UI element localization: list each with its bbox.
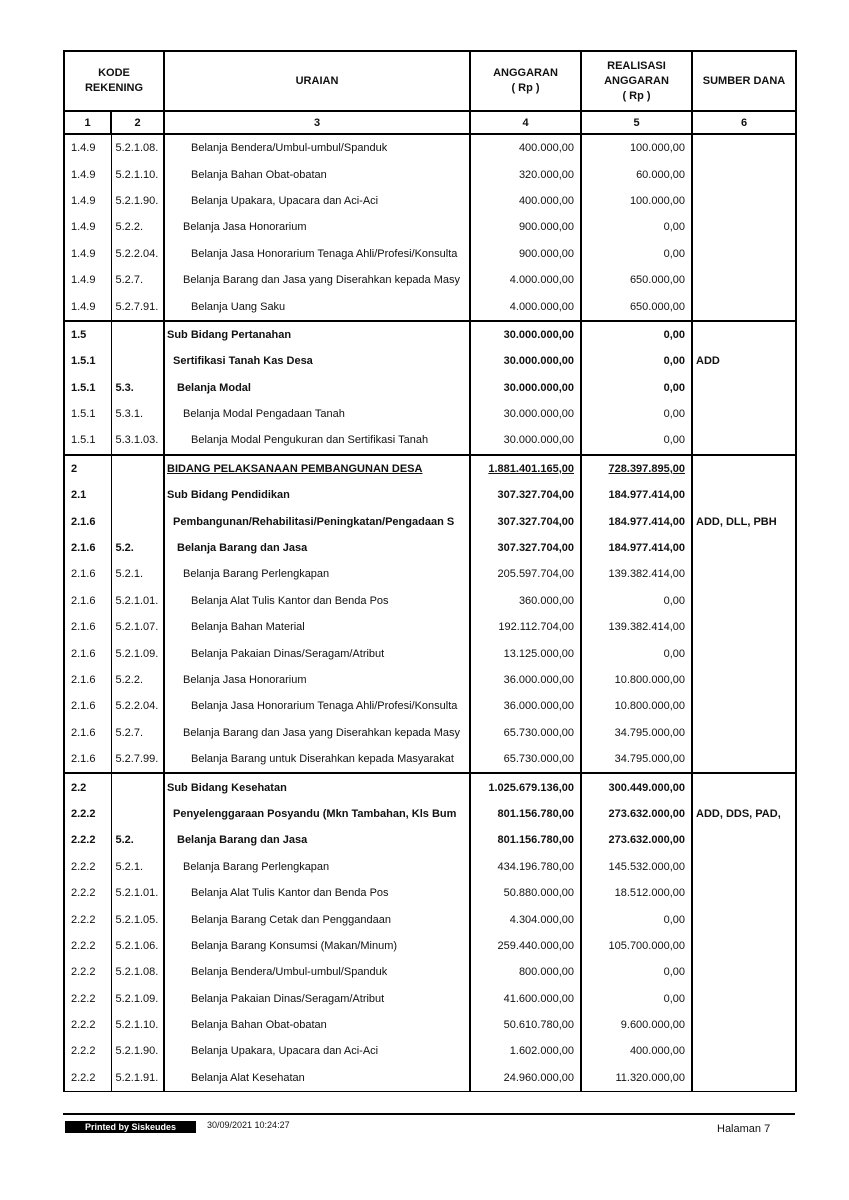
sumber-dana-cell: ADD, DDS, PAD, bbox=[692, 801, 796, 827]
uraian-cell: Belanja Alat Kesehatan bbox=[164, 1065, 470, 1092]
kode-bidang-cell: 1.5.1 bbox=[64, 401, 111, 427]
anggaran-cell: 13.125.000,00 bbox=[470, 640, 581, 666]
anggaran-cell: 30.000.000,00 bbox=[470, 427, 581, 454]
kode-rekening-cell: 5.2.1.90. bbox=[111, 188, 164, 214]
table-row bbox=[64, 427, 796, 454]
uraian-cell: Belanja Jasa Honorarium bbox=[164, 214, 470, 240]
sumber-dana-cell bbox=[692, 588, 796, 614]
uraian-cell: Belanja Alat Tulis Kantor dan Benda Pos bbox=[164, 880, 470, 906]
table-row bbox=[64, 401, 796, 427]
sumber-dana-cell: ADD, DLL, PBH bbox=[692, 508, 796, 534]
uraian-cell: Belanja Upakara, Upacara dan Aci-Aci bbox=[164, 1038, 470, 1064]
realisasi-cell: 11.320.000,00 bbox=[581, 1065, 692, 1092]
anggaran-cell: 307.327.704,00 bbox=[470, 535, 581, 561]
uraian-cell: Belanja Barang dan Jasa bbox=[164, 535, 470, 561]
kode-rekening-cell: 5.2.1.01. bbox=[111, 880, 164, 906]
sumber-dana-cell bbox=[692, 667, 796, 693]
kode-bidang-cell: 1.5.1 bbox=[64, 348, 111, 374]
realisasi-cell: 650.000,00 bbox=[581, 293, 692, 320]
kode-rekening-cell: 5.2. bbox=[111, 535, 164, 561]
header-kode-rekening: KODE REKENING bbox=[64, 51, 164, 111]
kode-bidang-cell: 2.2.2 bbox=[64, 854, 111, 880]
realisasi-cell: 100.000,00 bbox=[581, 188, 692, 214]
realisasi-cell: 184.977.414,00 bbox=[581, 508, 692, 534]
realisasi-cell: 0,00 bbox=[581, 588, 692, 614]
kode-bidang-cell: 1.4.9 bbox=[64, 134, 111, 161]
anggaran-cell: 800.000,00 bbox=[470, 959, 581, 985]
print-timestamp: 30/09/2021 10:24:27 bbox=[207, 1120, 290, 1130]
realisasi-cell: 273.632.000,00 bbox=[581, 827, 692, 853]
kode-bidang-cell: 2 bbox=[64, 455, 111, 482]
anggaran-cell: 307.327.704,00 bbox=[470, 482, 581, 508]
kode-bidang-cell: 1.5.1 bbox=[64, 375, 111, 401]
kode-bidang-cell: 2.2.2 bbox=[64, 959, 111, 985]
realisasi-cell: 139.382.414,00 bbox=[581, 561, 692, 587]
column-number-row bbox=[64, 111, 796, 134]
table-row bbox=[64, 640, 796, 666]
realisasi-cell: 184.977.414,00 bbox=[581, 482, 692, 508]
anggaran-cell: 4.304.000,00 bbox=[470, 906, 581, 932]
table-row bbox=[64, 267, 796, 293]
anggaran-cell: 192.112.704,00 bbox=[470, 614, 581, 640]
table-row bbox=[64, 1065, 796, 1092]
table-row bbox=[64, 693, 796, 719]
sumber-dana-cell bbox=[692, 773, 796, 800]
anggaran-cell: 307.327.704,00 bbox=[470, 508, 581, 534]
uraian-cell: Belanja Bahan Obat-obatan bbox=[164, 161, 470, 187]
kode-rekening-cell bbox=[111, 801, 164, 827]
uraian-cell: Belanja Pakaian Dinas/Seragam/Atribut bbox=[164, 986, 470, 1012]
sumber-dana-cell bbox=[692, 1065, 796, 1092]
realisasi-cell: 0,00 bbox=[581, 427, 692, 454]
anggaran-cell: 36.000.000,00 bbox=[470, 667, 581, 693]
kode-rekening-cell: 5.3. bbox=[111, 375, 164, 401]
uraian-cell: Belanja Bahan Material bbox=[164, 614, 470, 640]
kode-rekening-cell: 5.2.1. bbox=[111, 854, 164, 880]
report-sheet bbox=[63, 50, 795, 1092]
uraian-cell: Belanja Alat Tulis Kantor dan Benda Pos bbox=[164, 588, 470, 614]
kode-bidang-cell: 2.2.2 bbox=[64, 880, 111, 906]
kode-rekening-cell: 5.2.2.04. bbox=[111, 241, 164, 267]
col-number: 5 bbox=[581, 111, 692, 134]
col-number: 6 bbox=[692, 111, 796, 134]
kode-bidang-cell: 2.2.2 bbox=[64, 801, 111, 827]
anggaran-cell: 50.610.780,00 bbox=[470, 1012, 581, 1038]
header-sumber-dana: SUMBER DANA bbox=[692, 51, 796, 111]
uraian-cell: Belanja Pakaian Dinas/Seragam/Atribut bbox=[164, 640, 470, 666]
realisasi-cell: 728.397.895,00 bbox=[581, 455, 692, 482]
realisasi-cell: 34.795.000,00 bbox=[581, 746, 692, 773]
realisasi-cell: 60.000,00 bbox=[581, 161, 692, 187]
uraian-cell: Belanja Barang Konsumsi (Makan/Minum) bbox=[164, 933, 470, 959]
realisasi-cell: 0,00 bbox=[581, 375, 692, 401]
uraian-cell: Sub Bidang Pertanahan bbox=[164, 321, 470, 348]
kode-bidang-cell: 1.4.9 bbox=[64, 188, 111, 214]
table-row bbox=[64, 1012, 796, 1038]
header-anggaran: ANGGARAN ( Rp ) bbox=[470, 51, 581, 111]
kode-bidang-cell: 1.5.1 bbox=[64, 427, 111, 454]
realisasi-cell: 650.000,00 bbox=[581, 267, 692, 293]
uraian-cell: Belanja Upakara, Upacara dan Aci-Aci bbox=[164, 188, 470, 214]
kode-bidang-cell: 1.4.9 bbox=[64, 161, 111, 187]
uraian-cell: Sub Bidang Pendidikan bbox=[164, 482, 470, 508]
kode-bidang-cell: 2.1.6 bbox=[64, 667, 111, 693]
sumber-dana-cell bbox=[692, 427, 796, 454]
kode-rekening-cell: 5.2.1.07. bbox=[111, 614, 164, 640]
realisasi-cell: 0,00 bbox=[581, 321, 692, 348]
sumber-dana-cell bbox=[692, 321, 796, 348]
realisasi-cell: 10.800.000,00 bbox=[581, 693, 692, 719]
sumber-dana-cell bbox=[692, 933, 796, 959]
uraian-cell: Belanja Jasa Honorarium Tenaga Ahli/Profesi/Konsulta bbox=[164, 241, 470, 267]
realisasi-cell: 184.977.414,00 bbox=[581, 535, 692, 561]
uraian-cell: Belanja Barang Cetak dan Penggandaan bbox=[164, 906, 470, 932]
kode-bidang-cell: 1.4.9 bbox=[64, 267, 111, 293]
table-row bbox=[64, 134, 796, 161]
sumber-dana-cell bbox=[692, 482, 796, 508]
uraian-cell: Belanja Barang dan Jasa bbox=[164, 827, 470, 853]
anggaran-cell: 65.730.000,00 bbox=[470, 720, 581, 746]
kode-bidang-cell: 2.2.2 bbox=[64, 906, 111, 932]
kode-bidang-cell: 2.1.6 bbox=[64, 508, 111, 534]
anggaran-cell: 30.000.000,00 bbox=[470, 401, 581, 427]
kode-bidang-cell: 2.1.6 bbox=[64, 535, 111, 561]
table-row bbox=[64, 455, 796, 482]
anggaran-cell: 900.000,00 bbox=[470, 214, 581, 240]
kode-rekening-cell: 5.3.1. bbox=[111, 401, 164, 427]
footer-divider bbox=[63, 1113, 795, 1115]
kode-bidang-cell: 1.4.9 bbox=[64, 293, 111, 320]
kode-bidang-cell: 2.1.6 bbox=[64, 693, 111, 719]
table-row bbox=[64, 482, 796, 508]
realisasi-cell: 0,00 bbox=[581, 214, 692, 240]
col-number: 1 bbox=[64, 111, 111, 134]
anggaran-cell: 50.880.000,00 bbox=[470, 880, 581, 906]
kode-rekening-cell: 5.2.1.10. bbox=[111, 161, 164, 187]
uraian-cell: Belanja Bendera/Umbul-umbul/Spanduk bbox=[164, 959, 470, 985]
kode-bidang-cell: 2.2.2 bbox=[64, 1012, 111, 1038]
sumber-dana-cell bbox=[692, 241, 796, 267]
uraian-cell: Belanja Bahan Obat-obatan bbox=[164, 1012, 470, 1038]
realisasi-cell: 105.700.000,00 bbox=[581, 933, 692, 959]
col-number: 2 bbox=[111, 111, 164, 134]
kode-rekening-cell: 5.2.7.91. bbox=[111, 293, 164, 320]
sumber-dana-cell bbox=[692, 720, 796, 746]
anggaran-cell: 4.000.000,00 bbox=[470, 267, 581, 293]
anggaran-cell: 1.881.401.165,00 bbox=[470, 455, 581, 482]
anggaran-cell: 1.025.679.136,00 bbox=[470, 773, 581, 800]
anggaran-cell: 320.000,00 bbox=[470, 161, 581, 187]
sumber-dana-cell bbox=[692, 854, 796, 880]
sumber-dana-cell bbox=[692, 906, 796, 932]
realisasi-cell: 0,00 bbox=[581, 401, 692, 427]
kode-bidang-cell: 2.1.6 bbox=[64, 588, 111, 614]
uraian-cell: Belanja Barang Perlengkapan bbox=[164, 854, 470, 880]
kode-rekening-cell: 5.2.7.99. bbox=[111, 746, 164, 773]
realisasi-cell: 100.000,00 bbox=[581, 134, 692, 161]
anggaran-cell: 1.602.000,00 bbox=[470, 1038, 581, 1064]
table-row bbox=[64, 321, 796, 348]
uraian-cell: Belanja Bendera/Umbul-umbul/Spanduk bbox=[164, 134, 470, 161]
kode-bidang-cell: 2.1.6 bbox=[64, 640, 111, 666]
uraian-cell: Sub Bidang Kesehatan bbox=[164, 773, 470, 800]
kode-rekening-cell bbox=[111, 773, 164, 800]
sumber-dana-cell bbox=[692, 1012, 796, 1038]
kode-rekening-cell: 5.2.1.90. bbox=[111, 1038, 164, 1064]
uraian-cell: Penyelenggaraan Posyandu (Mkn Tambahan, Kls Bum bbox=[164, 801, 470, 827]
anggaran-cell: 30.000.000,00 bbox=[470, 321, 581, 348]
uraian-cell: Sertifikasi Tanah Kas Desa bbox=[164, 348, 470, 374]
kode-rekening-cell: 5.2.2. bbox=[111, 667, 164, 693]
table-row bbox=[64, 773, 796, 800]
table-row bbox=[64, 959, 796, 985]
table-row bbox=[64, 241, 796, 267]
anggaran-cell: 30.000.000,00 bbox=[470, 375, 581, 401]
sumber-dana-cell bbox=[692, 134, 796, 161]
sumber-dana-cell bbox=[692, 293, 796, 320]
sumber-dana-cell bbox=[692, 640, 796, 666]
table-row bbox=[64, 188, 796, 214]
anggaran-cell: 360.000,00 bbox=[470, 588, 581, 614]
col-number: 4 bbox=[470, 111, 581, 134]
table-row bbox=[64, 827, 796, 853]
table-row bbox=[64, 614, 796, 640]
kode-bidang-cell: 1.4.9 bbox=[64, 214, 111, 240]
sumber-dana-cell bbox=[692, 959, 796, 985]
realisasi-cell: 0,00 bbox=[581, 241, 692, 267]
kode-rekening-cell: 5.2.2. bbox=[111, 214, 164, 240]
uraian-cell: Belanja Jasa Honorarium Tenaga Ahli/Profesi/Konsulta bbox=[164, 693, 470, 719]
sumber-dana-cell bbox=[692, 161, 796, 187]
realisasi-cell: 18.512.000,00 bbox=[581, 880, 692, 906]
sumber-dana-cell bbox=[692, 1038, 796, 1064]
uraian-cell: Belanja Barang untuk Diserahkan kepada Masyarakat bbox=[164, 746, 470, 773]
printed-by-badge: Printed by Siskeudes bbox=[65, 1121, 196, 1133]
table-row bbox=[64, 348, 796, 374]
page-number: Halaman 7 bbox=[717, 1123, 771, 1135]
sumber-dana-cell bbox=[692, 986, 796, 1012]
uraian-cell: BIDANG PELAKSANAAN PEMBANGUNAN DESA bbox=[164, 455, 470, 482]
sumber-dana-cell bbox=[692, 188, 796, 214]
kode-rekening-cell bbox=[111, 321, 164, 348]
uraian-cell: Pembangunan/Rehabilitasi/Peningkatan/Pengadaan S bbox=[164, 508, 470, 534]
table-row bbox=[64, 535, 796, 561]
table-row bbox=[64, 854, 796, 880]
sumber-dana-cell bbox=[692, 614, 796, 640]
table-row bbox=[64, 880, 796, 906]
sumber-dana-cell bbox=[692, 561, 796, 587]
realisasi-cell: 0,00 bbox=[581, 986, 692, 1012]
realisasi-cell: 400.000,00 bbox=[581, 1038, 692, 1064]
kode-rekening-cell bbox=[111, 482, 164, 508]
anggaran-cell: 205.597.704,00 bbox=[470, 561, 581, 587]
realisasi-cell: 0,00 bbox=[581, 348, 692, 374]
sumber-dana-cell bbox=[692, 455, 796, 482]
header-uraian: URAIAN bbox=[164, 51, 470, 111]
realisasi-cell: 300.449.000,00 bbox=[581, 773, 692, 800]
realisasi-cell: 9.600.000,00 bbox=[581, 1012, 692, 1038]
header-realisasi-anggaran: REALISASI ANGGARAN ( Rp ) bbox=[581, 51, 692, 111]
sumber-dana-cell bbox=[692, 880, 796, 906]
kode-rekening-cell: 5.2.1.91. bbox=[111, 1065, 164, 1092]
uraian-cell: Belanja Modal Pengadaan Tanah bbox=[164, 401, 470, 427]
kode-bidang-cell: 2.1 bbox=[64, 482, 111, 508]
kode-rekening-cell: 5.2.1.01. bbox=[111, 588, 164, 614]
kode-rekening-cell: 5.2.7. bbox=[111, 720, 164, 746]
anggaran-cell: 24.960.000,00 bbox=[470, 1065, 581, 1092]
anggaran-cell: 801.156.780,00 bbox=[470, 801, 581, 827]
kode-bidang-cell: 2.2.2 bbox=[64, 827, 111, 853]
kode-rekening-cell: 5.3.1.03. bbox=[111, 427, 164, 454]
uraian-cell: Belanja Barang dan Jasa yang Diserahkan kepada Masy bbox=[164, 267, 470, 293]
kode-rekening-cell: 5.2.1.05. bbox=[111, 906, 164, 932]
realisasi-cell: 0,00 bbox=[581, 640, 692, 666]
sumber-dana-cell bbox=[692, 375, 796, 401]
kode-bidang-cell: 2.2.2 bbox=[64, 1065, 111, 1092]
table-row bbox=[64, 588, 796, 614]
kode-rekening-cell: 5.2.1.10. bbox=[111, 1012, 164, 1038]
kode-rekening-cell: 5.2.1. bbox=[111, 561, 164, 587]
uraian-cell: Belanja Modal Pengukuran dan Sertifikasi Tanah bbox=[164, 427, 470, 454]
anggaran-cell: 4.000.000,00 bbox=[470, 293, 581, 320]
kode-rekening-cell: 5.2. bbox=[111, 827, 164, 853]
kode-bidang-cell: 2.1.6 bbox=[64, 746, 111, 773]
table-row bbox=[64, 906, 796, 932]
table-row bbox=[64, 986, 796, 1012]
kode-rekening-cell bbox=[111, 348, 164, 374]
realisasi-cell: 0,00 bbox=[581, 959, 692, 985]
sumber-dana-cell bbox=[692, 214, 796, 240]
table-row bbox=[64, 933, 796, 959]
table-row bbox=[64, 1038, 796, 1064]
table-row bbox=[64, 561, 796, 587]
sumber-dana-cell bbox=[692, 267, 796, 293]
kode-bidang-cell: 2.1.6 bbox=[64, 720, 111, 746]
uraian-cell: Belanja Uang Saku bbox=[164, 293, 470, 320]
uraian-cell: Belanja Modal bbox=[164, 375, 470, 401]
kode-bidang-cell: 2.2.2 bbox=[64, 933, 111, 959]
anggaran-cell: 400.000,00 bbox=[470, 188, 581, 214]
table-row bbox=[64, 720, 796, 746]
budget-realization-table bbox=[63, 50, 797, 1092]
realisasi-cell: 10.800.000,00 bbox=[581, 667, 692, 693]
table-body bbox=[64, 134, 796, 1092]
sumber-dana-cell bbox=[692, 401, 796, 427]
table-row bbox=[64, 746, 796, 773]
anggaran-cell: 900.000,00 bbox=[470, 241, 581, 267]
table-row bbox=[64, 667, 796, 693]
table-row bbox=[64, 214, 796, 240]
anggaran-cell: 400.000,00 bbox=[470, 134, 581, 161]
kode-rekening-cell: 5.2.1.08. bbox=[111, 134, 164, 161]
uraian-cell: Belanja Jasa Honorarium bbox=[164, 667, 470, 693]
sumber-dana-cell: ADD bbox=[692, 348, 796, 374]
realisasi-cell: 273.632.000,00 bbox=[581, 801, 692, 827]
anggaran-cell: 30.000.000,00 bbox=[470, 348, 581, 374]
table-row bbox=[64, 161, 796, 187]
sumber-dana-cell bbox=[692, 535, 796, 561]
table-row bbox=[64, 508, 796, 534]
kode-bidang-cell: 2.1.6 bbox=[64, 614, 111, 640]
table-row bbox=[64, 375, 796, 401]
realisasi-cell: 145.532.000,00 bbox=[581, 854, 692, 880]
anggaran-cell: 36.000.000,00 bbox=[470, 693, 581, 719]
anggaran-cell: 434.196.780,00 bbox=[470, 854, 581, 880]
anggaran-cell: 259.440.000,00 bbox=[470, 933, 581, 959]
kode-rekening-cell: 5.2.7. bbox=[111, 267, 164, 293]
uraian-cell: Belanja Barang Perlengkapan bbox=[164, 561, 470, 587]
kode-bidang-cell: 2.2.2 bbox=[64, 1038, 111, 1064]
kode-rekening-cell bbox=[111, 455, 164, 482]
kode-rekening-cell bbox=[111, 508, 164, 534]
kode-bidang-cell: 2.1.6 bbox=[64, 561, 111, 587]
realisasi-cell: 34.795.000,00 bbox=[581, 720, 692, 746]
anggaran-cell: 65.730.000,00 bbox=[470, 746, 581, 773]
sumber-dana-cell bbox=[692, 827, 796, 853]
sumber-dana-cell bbox=[692, 746, 796, 773]
kode-rekening-cell: 5.2.1.06. bbox=[111, 933, 164, 959]
col-number: 3 bbox=[164, 111, 470, 134]
anggaran-cell: 801.156.780,00 bbox=[470, 827, 581, 853]
uraian-cell: Belanja Barang dan Jasa yang Diserahkan kepada Masy bbox=[164, 720, 470, 746]
realisasi-cell: 139.382.414,00 bbox=[581, 614, 692, 640]
kode-bidang-cell: 1.4.9 bbox=[64, 241, 111, 267]
table-row bbox=[64, 293, 796, 320]
kode-bidang-cell: 2.2.2 bbox=[64, 986, 111, 1012]
kode-rekening-cell: 5.2.1.08. bbox=[111, 959, 164, 985]
table-row bbox=[64, 801, 796, 827]
kode-rekening-cell: 5.2.2.04. bbox=[111, 693, 164, 719]
kode-rekening-cell: 5.2.1.09. bbox=[111, 986, 164, 1012]
realisasi-cell: 0,00 bbox=[581, 906, 692, 932]
anggaran-cell: 41.600.000,00 bbox=[470, 986, 581, 1012]
kode-bidang-cell: 1.5 bbox=[64, 321, 111, 348]
kode-bidang-cell: 2.2 bbox=[64, 773, 111, 800]
table-header bbox=[64, 51, 796, 134]
kode-rekening-cell: 5.2.1.09. bbox=[111, 640, 164, 666]
sumber-dana-cell bbox=[692, 693, 796, 719]
